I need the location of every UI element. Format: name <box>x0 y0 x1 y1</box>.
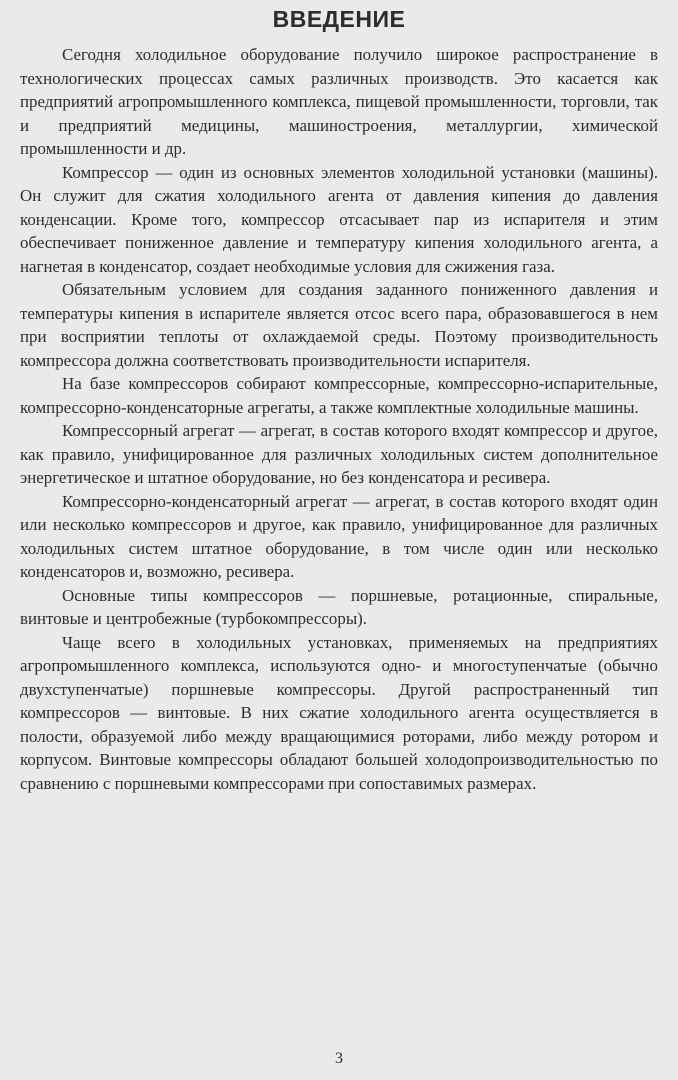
paragraph: Обязательным условием для создания заданного пониженного давления и температуры кипения в испарителе является отсос всего пара, образовавшегося в нем при восприятии теплоты от охлаждаемой среды. Поэтому производительность компрессора должна соответствовать производительности испарителя. <box>20 280 658 370</box>
paragraph: Компрессорно-конденсаторный агрегат — агрегат, в состав которого входят один или несколько компрессоров и другое, как правило, унифицированное для различных холодильных систем штатное оборудование, в том числе один или несколько конденсаторов и, возможно, ресивера. <box>20 491 658 581</box>
page-number: 3 <box>335 1050 343 1067</box>
body-text <box>20 43 658 795</box>
paragraph: Чаще всего в холодильных установках, применяемых на предприятиях агропромышленного комплекса, используются одно- и многоступенчатые (обычно двухступенчатые) поршневые компрессоры. Другой распространенный тип компрессоров — винтовые. В них сжатие холодильного агента осуществляется в полости, образуемой либо между вращающимися роторами, либо между ротором и корпусом. Винтовые компрессоры обладают большей холодопроизводительностью по сравнению с поршневыми компрессорами при сопоставимых размерах. <box>20 632 658 793</box>
paragraph: Основные типы компрессоров — поршневые, ротационные, спиральные, винтовые и центробежные (турбокомпрессоры). <box>20 585 658 628</box>
paragraph: Компрессорный агрегат — агрегат, в состав которого входят компрессор и другое, как правило, унифицированное для различных холодильных систем дополнительное энергетическое и штатное оборудование, но без конденсатора и ресивера. <box>20 421 658 487</box>
paragraph: На базе компрессоров собирают компрессорные, компрессорно-испарительные, компрессорно-конденсаторные агрегаты, а также комплектные холодильные машины. <box>20 374 658 417</box>
page-title: ВВЕДЕНИЕ <box>272 6 406 32</box>
paragraph: Сегодня холодильное оборудование получило широкое распространение в технологических процессах самых различных производств. Это касается как предприятий агропромышленного комплекса, пищевой промышленности, торговли, так и предприятий медицины, машиностроения, металлургии, химической промышленности и др. <box>20 45 658 158</box>
paragraph: Компрессор — один из основных элементов холодильной установки (машины). Он служит для сжатия холодильного агента от давления кипения до давления конденсации. Кроме того, компрессор отсасывает пар из испарителя и этим обеспечивает пониженное давление и температуру кипения холодильного агента, а нагнетая в конденсатор, создает необходимые условия для сжижения газа. <box>20 162 658 276</box>
